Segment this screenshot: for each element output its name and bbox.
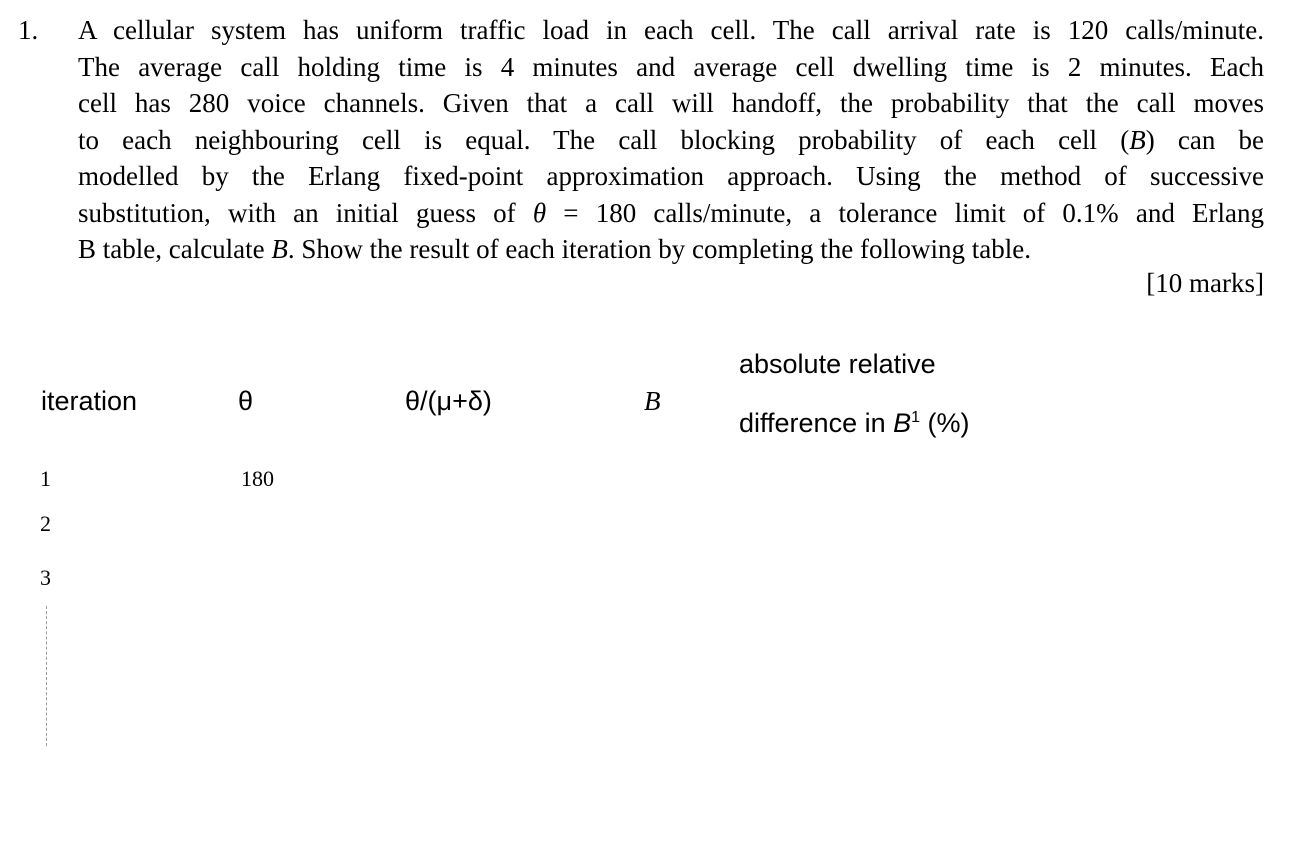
question-line-7-tail: . Show the result of each iteration by completing the following table. xyxy=(287,234,1031,264)
header-diff-var: B xyxy=(893,408,912,438)
header-diff-line-2 xyxy=(739,400,970,441)
header-ratio: θ/(μ+δ) xyxy=(405,386,492,416)
question-line-4-text: to each neighbouring cell is equal. The call blocking probability of each cell ( xyxy=(78,124,1130,155)
header-diff-prefix: difference in xyxy=(739,408,894,438)
variable-b: B xyxy=(1129,124,1146,155)
question-line-6-text: substitution, with an initial guess of xyxy=(78,197,533,228)
header-diff-line-1: absolute relative xyxy=(739,349,936,379)
question-line-7-text: B table, calculate xyxy=(78,234,272,264)
row-1-theta: 180 xyxy=(241,466,274,491)
row-3-iteration: 3 xyxy=(40,565,51,590)
variable-theta: θ xyxy=(532,197,547,228)
header-diff-suffix: (%) xyxy=(920,408,970,438)
question-line-6 xyxy=(78,195,1264,232)
question-line-1: A cellular system has uniform traffic load in each cell. The call arrival rate is 120 calls/minute. xyxy=(78,15,1264,45)
question-line-4-tail: ) can be xyxy=(1145,124,1264,155)
header-b: B xyxy=(644,386,661,416)
header-iteration: iteration xyxy=(41,386,138,416)
row-2-iteration: 2 xyxy=(40,511,51,536)
row-1-iteration: 1 xyxy=(40,466,51,491)
question-line-5: modelled by the Erlang fixed-point approximation approach. Using the method of successive xyxy=(78,161,1264,191)
question-line-6-tail: = 180 calls/minute, a tolerance limit of 0.1% and Erlang xyxy=(546,197,1264,228)
question-line-7 xyxy=(78,231,1264,268)
question-line-4 xyxy=(78,122,1264,159)
question-number: 1. xyxy=(18,15,39,45)
question-line-3: cell has 280 voice channels. Given that a call will handoff, the probability that the call moves xyxy=(78,88,1264,118)
continuation-dashes xyxy=(46,606,47,746)
variable-b: B xyxy=(271,234,288,264)
question-line-2: The average call holding time is 4 minutes and average cell dwelling time is 2 minutes. Each xyxy=(78,51,1264,82)
question-body xyxy=(78,12,1264,268)
marks-label: [10 marks] xyxy=(1146,268,1264,298)
header-theta: θ xyxy=(238,386,254,416)
header-diff-sup: 1 xyxy=(911,409,921,426)
